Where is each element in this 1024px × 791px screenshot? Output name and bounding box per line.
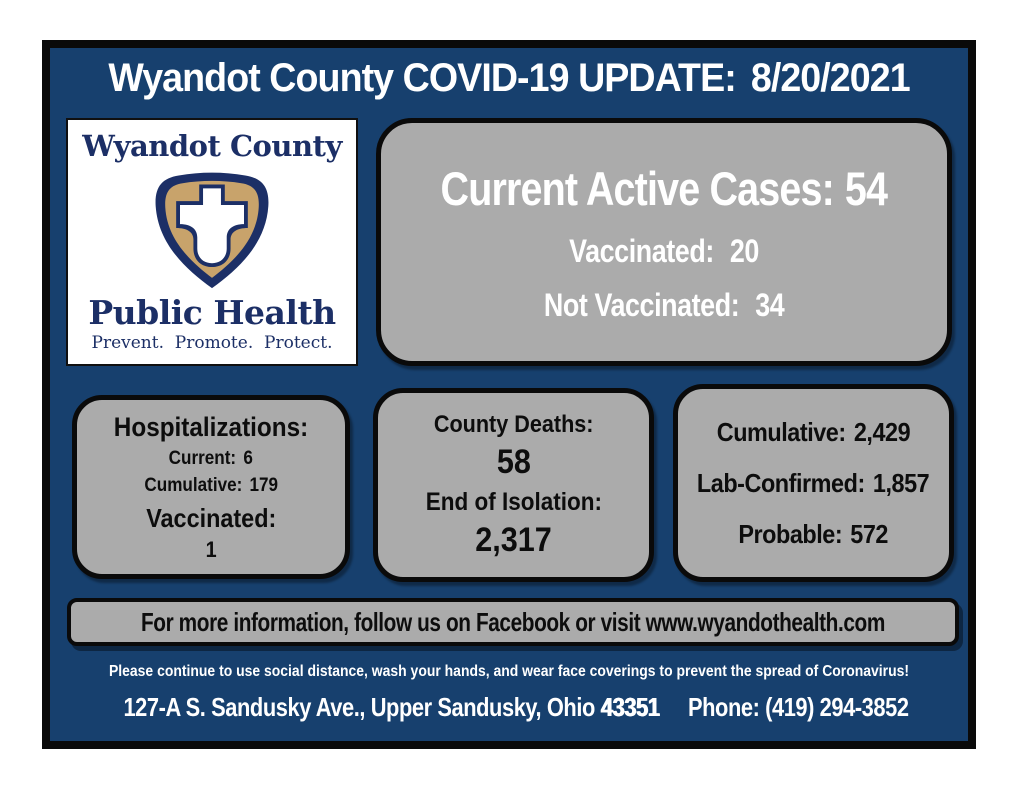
page-title [78,56,941,101]
cumulative-label: Cumulative: [716,416,846,447]
vaccinated-line [569,233,759,270]
deaths-isolation-card [373,388,654,582]
active-cases-line [441,161,888,216]
hosp-vaccinated-value: 1 [205,536,217,562]
covid-notice: Please continue to use social distance, wash your hands, and wear face coverings to prevent the spread of Coronavirus! [108,663,910,680]
active-cases-label: Current Active Cases: [440,161,835,215]
end-isolation-label: End of Isolation: [425,487,602,516]
hospitalizations-card [72,395,350,579]
poster-frame [42,40,976,749]
hosp-cumulative-label: Cumulative: [144,474,243,496]
hosp-cumulative-line [144,475,278,497]
county-deaths-value: 58 [496,442,531,481]
org-name-top: Wyandot County [82,129,342,163]
county-deaths-label: County Deaths: [433,410,594,438]
page-title-label: Wyandot County COVID-19 UPDATE: [108,56,736,100]
hosp-current-line [169,448,253,470]
shield-cross-icon [68,164,356,297]
hosp-cumulative-value: 179 [249,474,278,496]
not-vaccinated-label: Not Vaccinated: [543,286,740,323]
not-vaccinated-line [544,287,784,324]
active-cases-card [376,118,952,366]
lab-confirmed-value: 1,857 [873,467,930,498]
vaccinated-label: Vaccinated: [569,232,714,269]
info-bar [67,598,959,646]
org-logo-card [66,118,358,366]
info-bar-text: For more information, follow us on Facebook or visit www.wyandothealth.com [141,606,885,637]
hosp-vaccinated-label: Vaccinated: [145,502,277,533]
probable-label: Probable: [738,518,843,549]
phone-number: Phone: (419) 294-3852 [687,692,909,722]
case-totals-card [673,384,954,582]
lab-confirmed-label: Lab-Confirmed: [697,467,866,498]
org-name-bottom: Public Health [88,293,336,332]
hosp-current-label: Current: [168,447,237,469]
probable-line [739,519,889,550]
street-address: 127-A S. Sandusky Ave., Upper Sandusky, Ohio [123,692,595,722]
end-isolation-value: 2,317 [475,520,552,559]
lab-confirmed-line [697,468,929,499]
active-cases-value: 54 [845,161,888,215]
probable-value: 572 [850,518,889,549]
contact-line [123,692,909,723]
hosp-current-value: 6 [243,447,254,469]
not-vaccinated-value: 34 [755,286,785,323]
cumulative-value: 2,429 [853,416,911,447]
page-title-date: 8/20/2021 [750,56,910,100]
zip-code: 43351 [600,692,660,722]
org-tagline: Prevent. Promote. Protect. [91,333,333,353]
hospitalizations-title: Hospitalizations: [113,411,309,442]
vaccinated-value: 20 [729,232,759,269]
cumulative-line [717,417,910,448]
